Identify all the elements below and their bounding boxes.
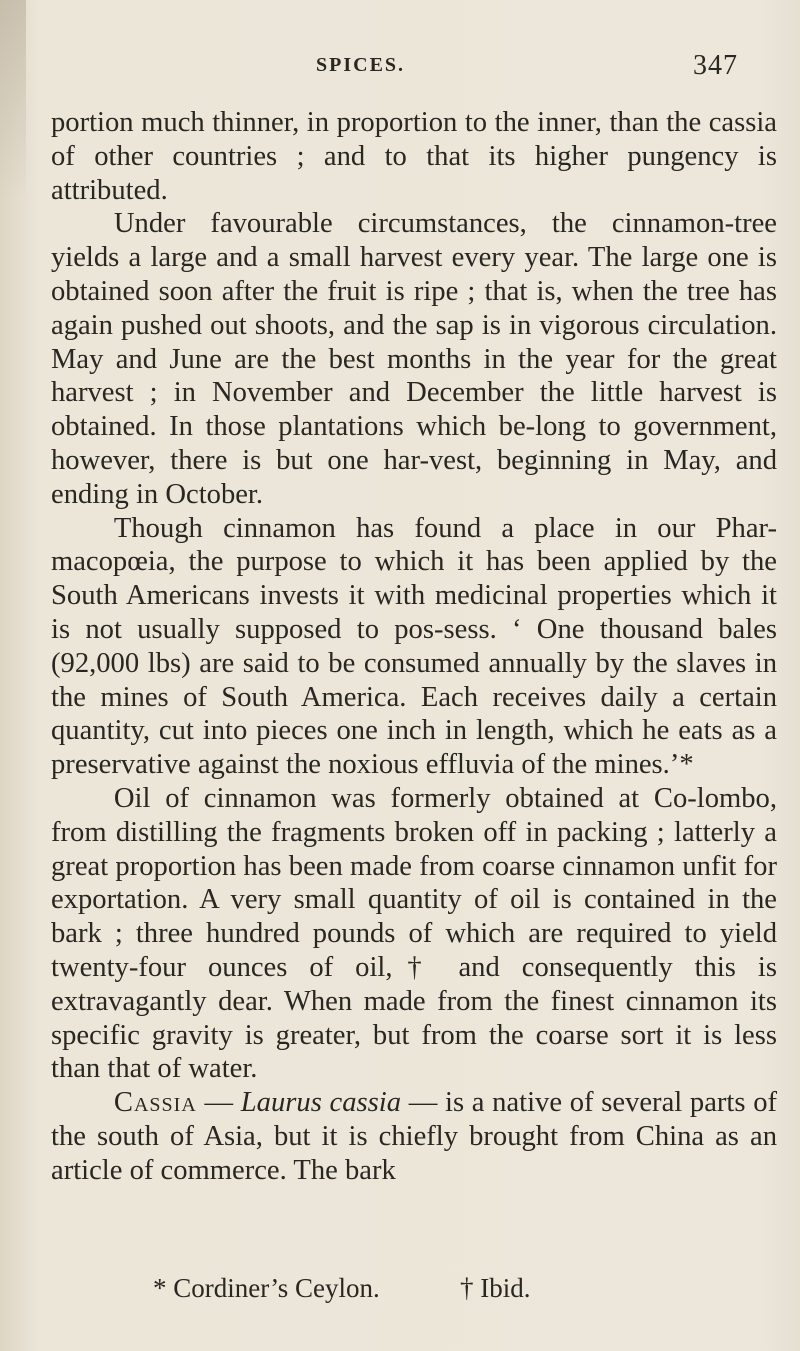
paragraph-cassia bbox=[51, 1086, 777, 1187]
cassia-heading: Cassia bbox=[113, 1087, 197, 1119]
footnotes bbox=[153, 1273, 713, 1309]
cassia-dash: — bbox=[196, 1087, 241, 1119]
footnote-ibid: † Ibid. bbox=[460, 1273, 531, 1303]
page-edge-shadow bbox=[0, 0, 26, 200]
paragraph-oil-of-cinnamon: Oil of cinnamon was formerly obtained at Co-lombo, from distilling the fragments broken off in packing ; latterly a great proportion has been made from coarse cinnamon unfit for exportation. A very small quantity of oil is contained in the bark ; three hundred pounds of which are required to yield twenty-four ounces of oil,† and consequently this is extravagantly dear. When made from the finest cinnamon its specific gravity is greater, but from the coarse sort it is less than that of water. bbox=[51, 782, 777, 1085]
body-text bbox=[51, 106, 777, 1188]
running-header bbox=[296, 50, 756, 84]
running-title: SPICES. bbox=[316, 54, 406, 76]
cassia-latin-name: Laurus cassia bbox=[240, 1087, 402, 1119]
paragraph-continued: portion much thinner, in proportion to the inner, than the cassia of other countries ; and to that its higher pungency is attributed. bbox=[51, 107, 777, 206]
cassia-text: — is a native of several parts of the south of Asia, but it is chiefly brought from China as an article of commerce. The bark bbox=[51, 1087, 778, 1186]
paragraph-pharmacopoeia: Though cinnamon has found a place in our Phar-macopœia, the purpose to which it has been applied by the South Americans invests it with medicinal properties which it is not usually supposed to pos-sess. ‘ One thousand bales (92,000 lbs) are said to be consumed annually by the slaves in the mines of South America. Each receives daily a certain quantity, cut into pieces one inch in length, which he eats as a preservative against the noxious effluvia of the mines.’* bbox=[51, 512, 777, 781]
paragraph-harvest: Under favourable circumstances, the cinnamon-tree yields a large and a small harvest every year. The large one is obtained soon after the fruit is ripe ; that is, when the tree has again pushed out shoots, and the sap is in vigorous circulation. May and June are the best months in the year for the great harvest ; in November and December the little harvest is obtained. In those plantations which be-long to government, however, there is but one har-vest, beginning in May, and ending in October. bbox=[51, 208, 777, 510]
page-number: 347 bbox=[693, 50, 738, 81]
footnote-cordiner: * Cordiner’s Ceylon. bbox=[153, 1273, 380, 1303]
